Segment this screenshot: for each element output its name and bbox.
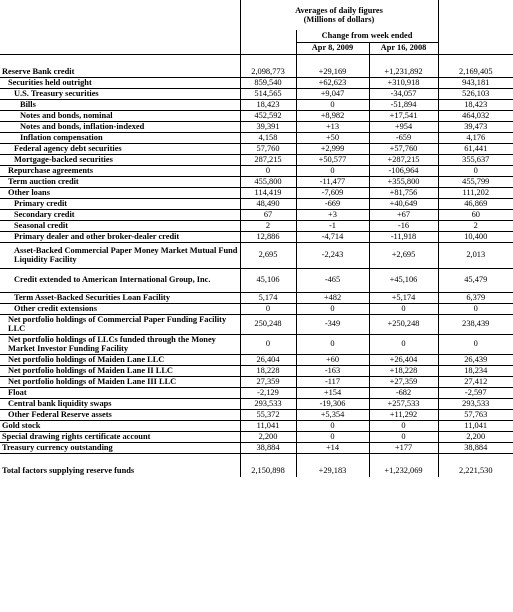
value-wednesday: 45,479 (438, 268, 513, 292)
value-wednesday: 355,637 (438, 154, 513, 165)
value-change-year: +355,800 (369, 176, 438, 187)
value-change-week: 0 (296, 165, 369, 176)
value-current: 55,372 (240, 409, 296, 420)
table-row (0, 292, 513, 303)
value-current: 12,886 (240, 231, 296, 242)
value-wednesday: 2,013 (438, 242, 513, 268)
value-wednesday: 11,041 (438, 420, 513, 431)
value-change-year: 0 (369, 303, 438, 314)
value-current: 514,565 (240, 88, 296, 99)
value-current: 287,215 (240, 154, 296, 165)
row-label: Net portfolio holdings of LLCs funded through the Money Market Investor Funding Facility (0, 334, 240, 354)
table-row (0, 209, 513, 220)
spacer-cell (438, 54, 513, 66)
row-label: Primary dealer and other broker-dealer credit (0, 231, 240, 242)
row-label: Credit extended to American International Group, Inc. (0, 268, 240, 292)
header-stub (0, 0, 240, 30)
table-row (0, 88, 513, 99)
value-current: 250,248 (240, 314, 296, 334)
value-change-week: +13 (296, 121, 369, 132)
value-current: 114,419 (240, 187, 296, 198)
row-label: Net portfolio holdings of Maiden Lane III LLC (0, 376, 240, 387)
value-change-year: +45,106 (369, 268, 438, 292)
value-current: 4,158 (240, 132, 296, 143)
table-row (0, 303, 513, 314)
value-change-week: +2,999 (296, 143, 369, 154)
value-change-year: +17,541 (369, 110, 438, 121)
table-row (0, 268, 513, 292)
row-label: Notes and bonds, nominal (0, 110, 240, 121)
header-change-col1: Apr 8, 2009 (296, 42, 369, 54)
header-spacer-row (0, 54, 513, 66)
value-current: 293,533 (240, 398, 296, 409)
value-change-week: -465 (296, 268, 369, 292)
value-change-week: -1 (296, 220, 369, 231)
value-change-week: -349 (296, 314, 369, 334)
row-label: Special drawing rights certificate account (0, 431, 240, 442)
spacer-cell (296, 54, 369, 66)
value-change-year: +257,533 (369, 398, 438, 409)
spacer-cell (438, 453, 513, 465)
value-change-week: -163 (296, 365, 369, 376)
value-change-week: +50,577 (296, 154, 369, 165)
total-label: Total factors supplying reserve funds (0, 465, 240, 477)
value-change-week: +482 (296, 292, 369, 303)
header-row-dates (0, 42, 513, 54)
value-current: 455,800 (240, 176, 296, 187)
value-change-year: 0 (369, 334, 438, 354)
value-current: 57,760 (240, 143, 296, 154)
row-label: Treasury currency outstanding (0, 442, 240, 453)
header-stub-3 (0, 42, 240, 54)
value-wednesday: 18,423 (438, 99, 513, 110)
value-current: 18,423 (240, 99, 296, 110)
row-label: Other Federal Reserve assets (0, 409, 240, 420)
value-change-year: +954 (369, 121, 438, 132)
row-label: Central bank liquidity swaps (0, 398, 240, 409)
header-empty-right-2 (438, 30, 513, 42)
table-row (0, 442, 513, 453)
value-current: 0 (240, 303, 296, 314)
value-wednesday: 455,799 (438, 176, 513, 187)
value-current: 0 (240, 165, 296, 176)
table-row (0, 187, 513, 198)
value-change-week: -19,306 (296, 398, 369, 409)
row-label: Repurchase agreements (0, 165, 240, 176)
table-row (0, 387, 513, 398)
row-label: U.S. Treasury securities (0, 88, 240, 99)
value-wednesday: 57,763 (438, 409, 513, 420)
value-current: 11,041 (240, 420, 296, 431)
value-change-year: -106,964 (369, 165, 438, 176)
header-change-col2: Apr 16, 2008 (369, 42, 438, 54)
row-label: Primary credit (0, 198, 240, 209)
value-change-week: -7,609 (296, 187, 369, 198)
value-change-year: +2,695 (369, 242, 438, 268)
row-label: Federal agency debt securities (0, 143, 240, 154)
value-wednesday: 10,400 (438, 231, 513, 242)
header-blank-cur-2 (240, 42, 296, 54)
row-label: Term auction credit (0, 176, 240, 187)
value-change-week: +3 (296, 209, 369, 220)
value-change-week: -4,714 (296, 231, 369, 242)
value-change-week: -669 (296, 198, 369, 209)
value-current: 48,490 (240, 198, 296, 209)
table-row (0, 220, 513, 231)
table-row (0, 334, 513, 354)
spacer-cell (0, 453, 240, 465)
row-label: Inflation compensation (0, 132, 240, 143)
table-row (0, 314, 513, 334)
value-change-year: -51,894 (369, 99, 438, 110)
value-change-year: +250,248 (369, 314, 438, 334)
value-change-year: -16 (369, 220, 438, 231)
value-wednesday: 18,234 (438, 365, 513, 376)
header-title-line2: (Millions of dollars) (303, 15, 375, 24)
row-label: Net portfolio holdings of Maiden Lane LLC (0, 354, 240, 365)
value-change-week: +8,982 (296, 110, 369, 121)
value-change-year: -659 (369, 132, 438, 143)
value-wednesday: 238,439 (438, 314, 513, 334)
header-row-title (0, 0, 513, 30)
value-wednesday: 0 (438, 334, 513, 354)
value-wednesday: 39,473 (438, 121, 513, 132)
header-stub-2 (0, 30, 240, 42)
table-row (0, 198, 513, 209)
table-row (0, 431, 513, 442)
row-label: Term Asset-Backed Securities Loan Facility (0, 292, 240, 303)
row-label: Secondary credit (0, 209, 240, 220)
total-change-week: +29,183 (296, 465, 369, 477)
table-row (0, 132, 513, 143)
value-change-week: +154 (296, 387, 369, 398)
row-label: Gold stock (0, 420, 240, 431)
value-wednesday: -2,597 (438, 387, 513, 398)
spacer-cell (0, 54, 240, 66)
value-change-year: +27,359 (369, 376, 438, 387)
row-label: Mortgage-backed securities (0, 154, 240, 165)
row-label: Notes and bonds, inflation-indexed (0, 121, 240, 132)
row-label: Other credit extensions (0, 303, 240, 314)
table-row (0, 165, 513, 176)
value-current: 5,174 (240, 292, 296, 303)
value-wednesday: 6,379 (438, 292, 513, 303)
value-current: 39,391 (240, 121, 296, 132)
value-change-week: -11,477 (296, 176, 369, 187)
table-row (0, 420, 513, 431)
header-blank-cur (240, 30, 296, 42)
total-wednesday: 2,221,530 (459, 466, 493, 476)
value-wednesday: 60 (438, 209, 513, 220)
value-change-year: +81,756 (369, 187, 438, 198)
value-change-week: 0 (296, 431, 369, 442)
row-label: Bills (0, 99, 240, 110)
value-wednesday: 2 (438, 220, 513, 231)
value-change-year: +5,174 (369, 292, 438, 303)
value-change-year: 0 (369, 420, 438, 431)
row-label: Net portfolio holdings of Commercial Paper Funding Facility LLC (0, 314, 240, 334)
table-row (0, 110, 513, 121)
table-row (0, 398, 513, 409)
table-row (0, 376, 513, 387)
row-label: Float (0, 387, 240, 398)
table-row (0, 242, 513, 268)
value-change-year: +18,228 (369, 365, 438, 376)
value-change-year: +177 (369, 442, 438, 453)
value-change-year: -11,918 (369, 231, 438, 242)
value-current: 2 (240, 220, 296, 231)
value-wednesday: 4,176 (438, 132, 513, 143)
value-change-year: +1,231,892 (369, 66, 438, 77)
value-change-year: +11,292 (369, 409, 438, 420)
table-row (0, 365, 513, 376)
value-current: 2,200 (240, 431, 296, 442)
value-current: 0 (240, 334, 296, 354)
value-change-week: +60 (296, 354, 369, 365)
value-wednesday: 0 (438, 303, 513, 314)
value-change-week: 0 (296, 99, 369, 110)
header-title-line1: Averages of daily figures (295, 5, 383, 15)
value-current: 2,695 (240, 242, 296, 268)
spacer-row (0, 453, 513, 465)
total-change-year: +1,232,069 (369, 465, 438, 477)
value-change-week: +9,047 (296, 88, 369, 99)
header-change-title: Change from week ended (296, 30, 438, 42)
table-row (0, 143, 513, 154)
spacer-cell (296, 453, 369, 465)
value-wednesday: 943,181 (438, 77, 513, 88)
row-label: Other loans (0, 187, 240, 198)
value-change-year: -34,057 (369, 88, 438, 99)
total-row (0, 465, 513, 477)
value-wednesday: 2,200 (438, 431, 513, 442)
value-change-week: 0 (296, 334, 369, 354)
table-row (0, 354, 513, 365)
value-current: 26,404 (240, 354, 296, 365)
value-current: 859,540 (240, 77, 296, 88)
value-change-week: +14 (296, 442, 369, 453)
spacer-cell (369, 54, 438, 66)
total-current: 2,150,898 (240, 465, 296, 477)
value-change-week: +5,354 (296, 409, 369, 420)
value-wednesday: 464,032 (438, 110, 513, 121)
spacer-cell (240, 54, 296, 66)
value-change-year: -682 (369, 387, 438, 398)
row-label: Asset-Backed Commercial Paper Money Market Mutual Fund Liquidity Facility (0, 242, 240, 268)
value-change-year: +26,404 (369, 354, 438, 365)
table-row (0, 154, 513, 165)
value-wednesday: 27,412 (438, 376, 513, 387)
value-change-week: +62,623 (296, 77, 369, 88)
value-wednesday: 293,533 (438, 398, 513, 409)
value-current: 45,106 (240, 268, 296, 292)
header-row-change (0, 30, 513, 42)
value-current: 452,592 (240, 110, 296, 121)
header-title (240, 0, 438, 30)
value-wednesday: 111,202 (438, 187, 513, 198)
value-change-year: +287,215 (369, 154, 438, 165)
table-row (0, 409, 513, 420)
header-empty-right-3 (438, 42, 513, 54)
value-change-week: +29,169 (296, 66, 369, 77)
value-wednesday: 61,441 (438, 143, 513, 154)
value-wednesday: 26,439 (438, 354, 513, 365)
table-row (0, 231, 513, 242)
value-current: 27,359 (240, 376, 296, 387)
table-row (0, 99, 513, 110)
value-current: 67 (240, 209, 296, 220)
table-row (0, 66, 513, 77)
value-wednesday: 526,103 (438, 88, 513, 99)
value-change-week: -2,243 (296, 242, 369, 268)
value-wednesday: 38,884 (438, 442, 513, 453)
row-label: Seasonal credit (0, 220, 240, 231)
value-change-year: +57,760 (369, 143, 438, 154)
value-change-week: +50 (296, 132, 369, 143)
header-empty-right (438, 0, 513, 30)
value-change-week: -117 (296, 376, 369, 387)
value-wednesday: 0 (438, 165, 513, 176)
table-row (0, 121, 513, 132)
row-label: Securities held outright (0, 77, 240, 88)
value-change-year: +40,649 (369, 198, 438, 209)
table-row (0, 77, 513, 88)
value-change-year: +310,918 (369, 77, 438, 88)
row-label: Reserve Bank credit (0, 66, 240, 77)
value-current: -2,129 (240, 387, 296, 398)
value-change-week: 0 (296, 303, 369, 314)
spacer-cell (240, 453, 296, 465)
value-current: 2,098,773 (240, 66, 296, 77)
value-change-year: 0 (369, 431, 438, 442)
spacer-cell (369, 453, 438, 465)
value-current: 18,228 (240, 365, 296, 376)
value-current: 38,884 (240, 442, 296, 453)
value-change-year: +67 (369, 209, 438, 220)
row-label: Net portfolio holdings of Maiden Lane II LLC (0, 365, 240, 376)
value-wednesday: 2,169,405 (438, 66, 513, 77)
table-row (0, 176, 513, 187)
value-change-week: 0 (296, 420, 369, 431)
value-wednesday: 46,869 (438, 198, 513, 209)
